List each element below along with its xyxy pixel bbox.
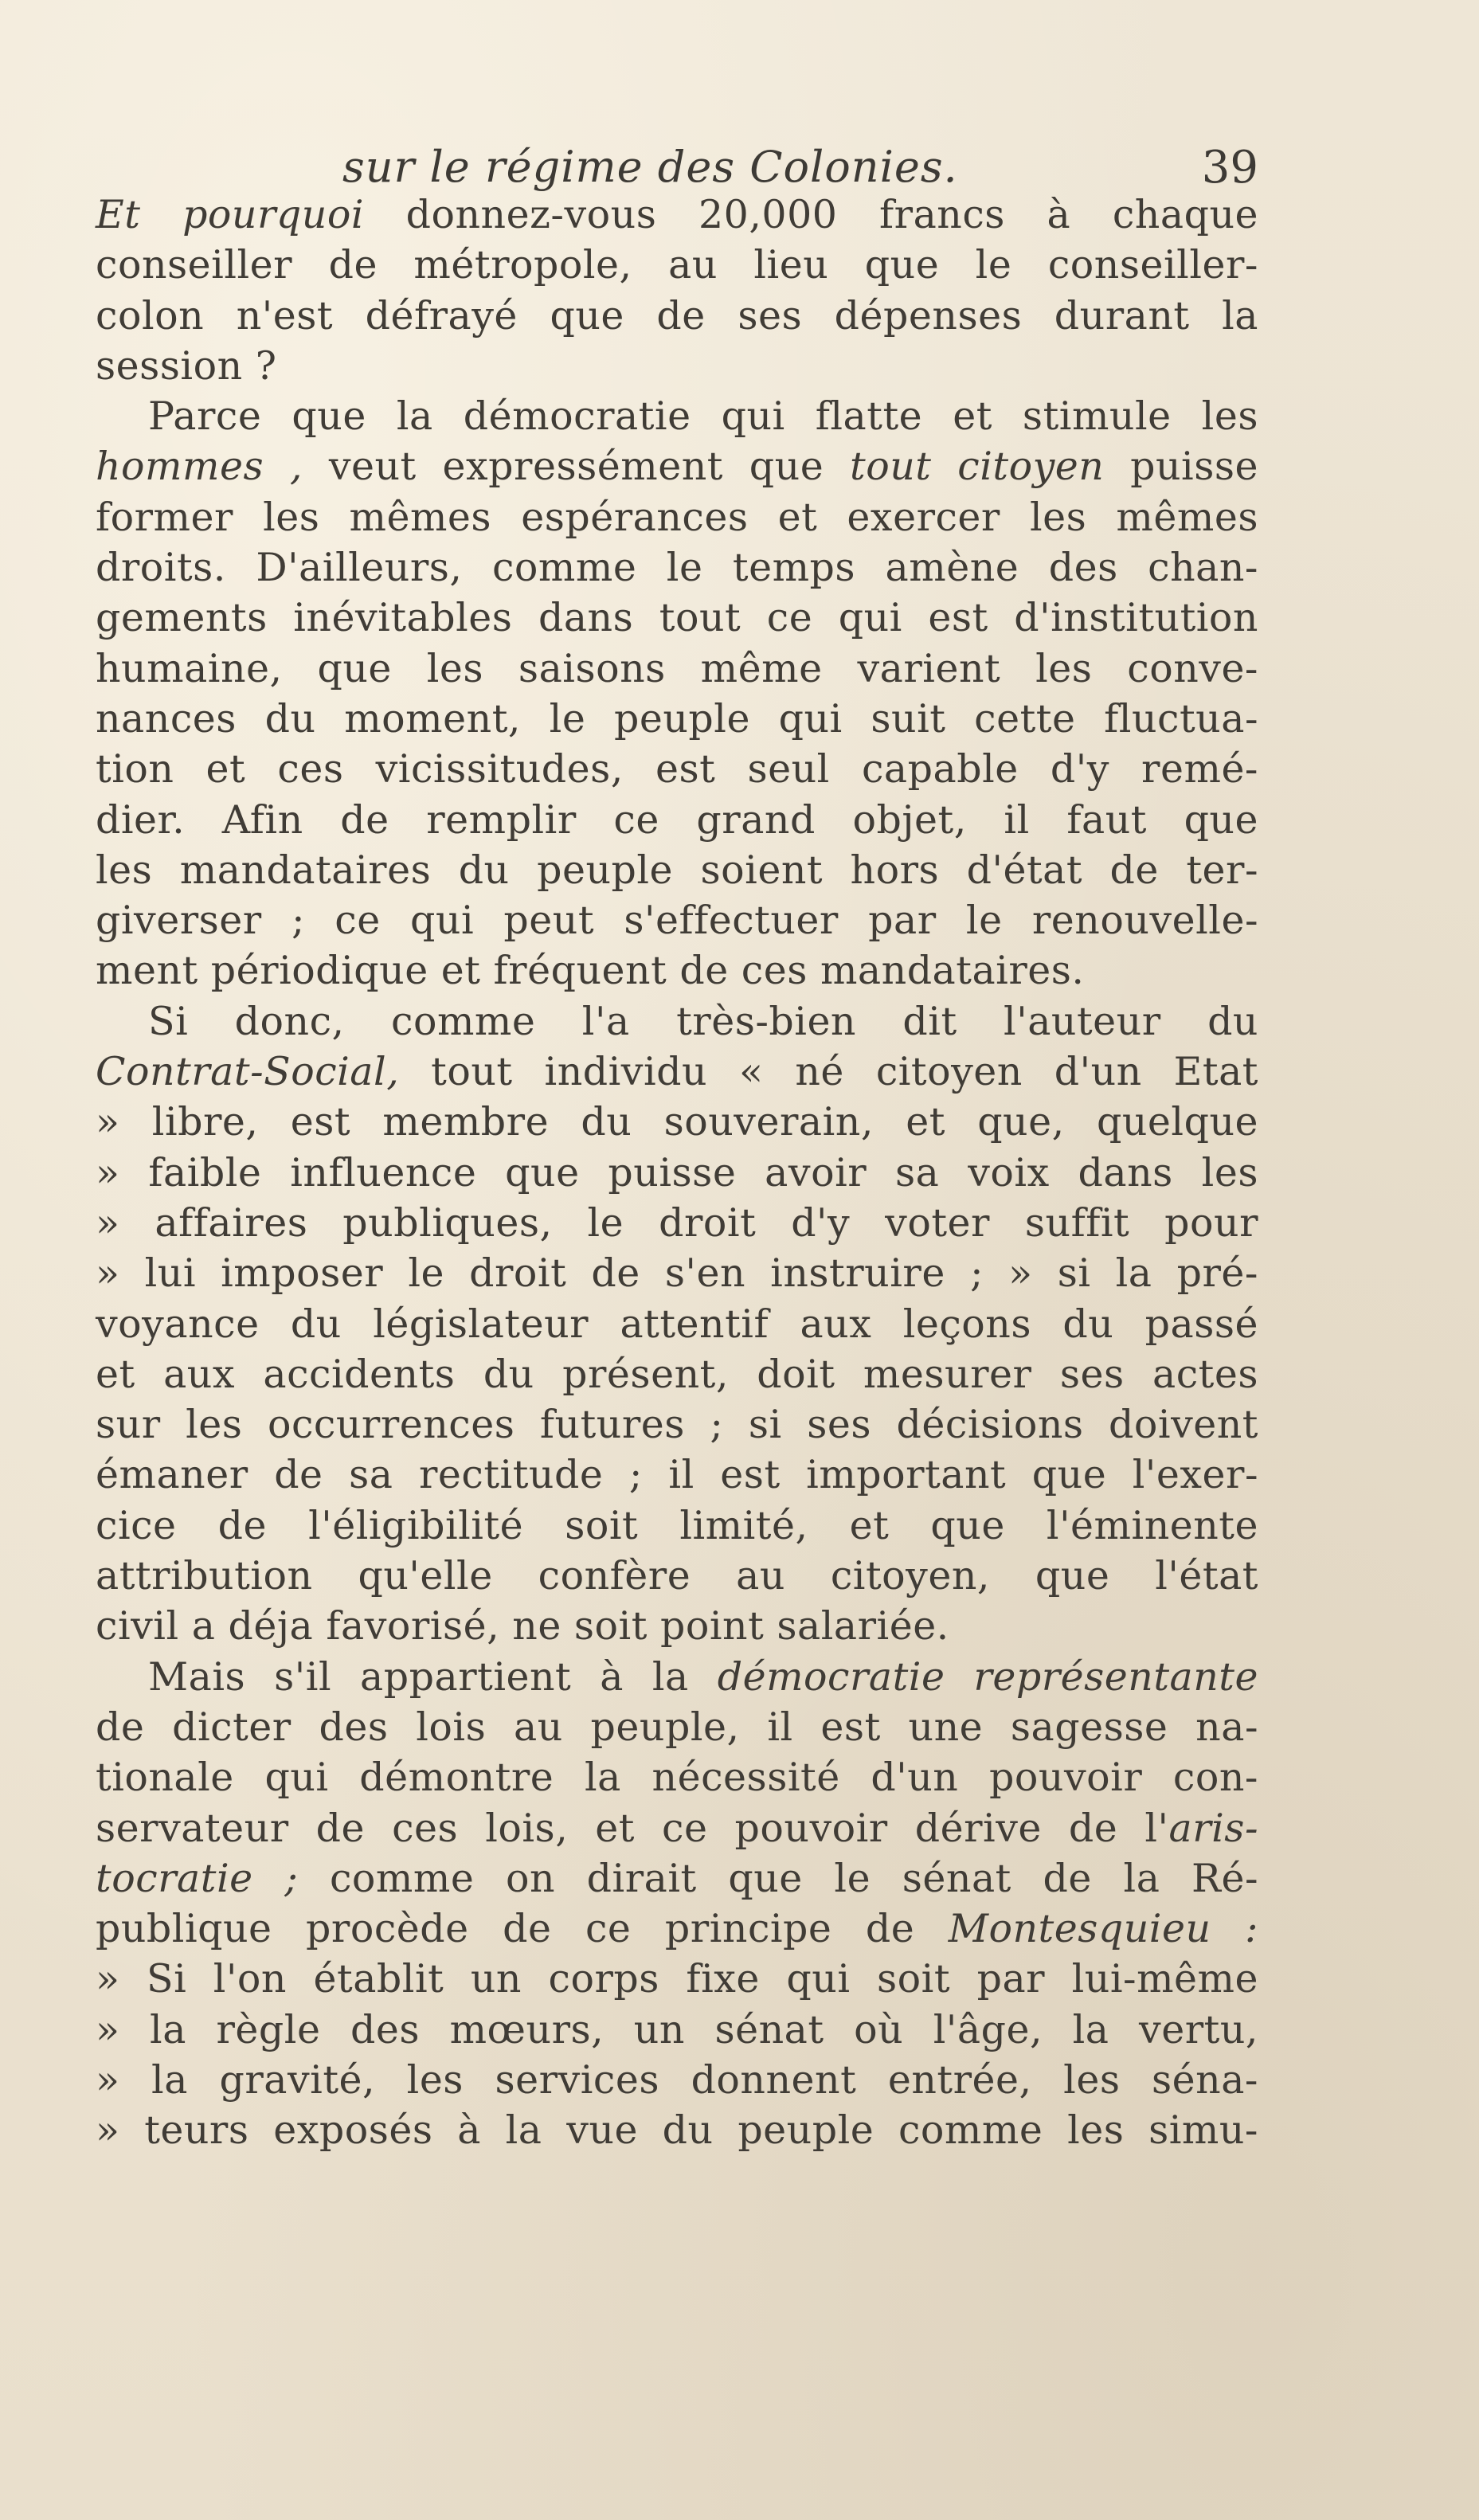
text-line	[96, 1752, 1258, 1802]
text-line	[96, 996, 1258, 1047]
text-line	[96, 441, 1258, 491]
text-line	[96, 391, 1258, 441]
text-segment: publique procède de ce principe de	[96, 1906, 949, 1952]
text-segment: giverser ; ce qui peut s'effectuer par le renouvelle-	[96, 898, 1258, 944]
text-segment: nances du moment, le peuple qui suit cette fluctua-	[96, 695, 1258, 742]
running-title: sur le régime des Colonies.	[342, 142, 958, 192]
text-segment: Parce que la démocratie qui flatte et stimule les	[148, 393, 1258, 440]
text-line	[96, 2105, 1258, 2155]
italic-text: démocratie représentante	[717, 1653, 1258, 1700]
text-segment: Si donc, comme l'a très-bien dit l'auteur du	[148, 998, 1258, 1044]
text-line	[96, 1702, 1258, 1752]
text-segment: » lui imposer le droit de s'en instruire ; » si la pré-	[96, 1250, 1258, 1297]
text-line	[96, 694, 1258, 744]
text-segment: tion et ces vicissitudes, est seul capable d'y remé-	[96, 746, 1258, 792]
text-segment: dier. Afin de remplir ce grand objet, il faut que	[96, 796, 1258, 843]
text-segment: voyance du législateur attentif aux leçons du passé	[96, 1301, 1258, 1347]
text-segment: humaine, que les saisons même varient les conve-	[96, 645, 1258, 691]
text-line	[96, 2055, 1258, 2105]
text-line	[96, 1904, 1258, 1954]
text-line	[96, 291, 1258, 341]
text-line	[96, 240, 1258, 290]
text-segment: » Si l'on établit un corps fixe qui soit par lui-même	[96, 1956, 1258, 2002]
text-segment: gements inévitables dans tout ce qui est d'institution	[96, 595, 1258, 641]
text-line	[96, 795, 1258, 845]
text-line	[96, 341, 1258, 391]
italic-text: tout citoyen	[850, 444, 1105, 490]
text-line	[96, 1299, 1258, 1349]
page-number: 39	[1201, 142, 1258, 194]
italic-text: Montesquieu :	[948, 1906, 1258, 1952]
text-line	[96, 1551, 1258, 1601]
text-line	[96, 1399, 1258, 1450]
text-line	[96, 945, 1258, 996]
text-line	[96, 895, 1258, 945]
text-segment: colon n'est défrayé que de ses dépenses durant la	[96, 292, 1258, 338]
text-line	[96, 1198, 1258, 1248]
text-segment: attribution qu'elle confère au citoyen, que l'état	[96, 1553, 1258, 1599]
text-segment: de dicter des lois au peuple, il est une sagesse na-	[96, 1704, 1258, 1750]
text-line	[96, 1853, 1258, 1904]
text-line	[96, 744, 1258, 794]
text-segment: » teurs exposés à la vue du peuple comme les simu-	[96, 2107, 1258, 2154]
text-line	[96, 190, 1258, 240]
text-segment: cice de l'éligibilité soit limité, et que l'éminente	[96, 1502, 1258, 1548]
text-segment: les mandataires du peuple soient hors d'état de ter-	[96, 847, 1258, 893]
text-line	[96, 644, 1258, 694]
text-line	[96, 1601, 1258, 1651]
text-line	[96, 1803, 1258, 1853]
text-segment: ment périodique et fréquent de ces mandataires.	[96, 948, 1085, 994]
italic-text: tocratie ;	[96, 1855, 299, 1901]
italic-text: Et pourquoi	[96, 192, 365, 237]
text-line	[96, 1349, 1258, 1399]
text-line	[96, 1954, 1258, 2004]
text-segment: tionale qui démontre la nécessité d'un pouvoir con-	[96, 1755, 1258, 1801]
text-line	[96, 1097, 1258, 1147]
text-segment: tout individu « né citoyen d'un Etat	[399, 1049, 1258, 1095]
text-line	[96, 542, 1258, 593]
text-line	[96, 492, 1258, 542]
text-segment: » affaires publiques, le droit d'y voter suffit pour	[96, 1199, 1258, 1246]
text-segment: » la règle des mœurs, un sénat où l'âge, la vertu,	[96, 2006, 1258, 2052]
text-line	[96, 1501, 1258, 1551]
text-line	[96, 1248, 1258, 1298]
text-segment: session ?	[96, 342, 277, 389]
italic-text: aris-	[1168, 1805, 1258, 1851]
text-segment: donnez-vous 20,000 francs à chaque	[364, 192, 1259, 237]
text-segment: civil a déja favorisé, ne soit point salariée.	[96, 1603, 949, 1649]
text-segment: servateur de ces lois, et ce pouvoir dérive de l'	[96, 1805, 1169, 1851]
text-segment: émaner de sa rectitude ; il est important que l'exer-	[96, 1452, 1258, 1498]
text-line	[96, 1047, 1258, 1097]
text-segment: comme on dirait que le sénat de la Ré-	[298, 1855, 1259, 1901]
text-segment: puisse	[1104, 444, 1259, 490]
text-segment: » faible influence que puisse avoir sa voix dans les	[96, 1149, 1258, 1195]
text-segment: Mais s'il appartient à la	[148, 1653, 718, 1700]
text-segment: » libre, est membre du souverain, et que, quelque	[96, 1099, 1258, 1145]
text-line	[96, 1148, 1258, 1198]
text-segment: former les mêmes espérances et exercer les mêmes	[96, 494, 1258, 540]
italic-text: hommes ,	[96, 444, 303, 490]
text-segment: et aux accidents du présent, doit mesurer ses actes	[96, 1351, 1258, 1397]
text-line	[96, 1652, 1258, 1702]
text-segment: » la gravité, les services donnent entrée, les séna-	[96, 2056, 1258, 2103]
text-line	[96, 1450, 1258, 1500]
body-text	[96, 190, 1258, 2156]
text-line	[96, 845, 1258, 895]
text-segment: conseiller de métropole, au lieu que le conseiller-	[96, 242, 1258, 288]
italic-text: Contrat-Social,	[96, 1049, 400, 1095]
text-segment: droits. D'ailleurs, comme le temps amène des chan-	[96, 545, 1258, 591]
text-line	[96, 593, 1258, 643]
text-segment: sur les occurrences futures ; si ses décisions doivent	[96, 1402, 1258, 1448]
text-segment: veut expressément que	[303, 444, 851, 490]
text-line	[96, 2005, 1258, 2055]
